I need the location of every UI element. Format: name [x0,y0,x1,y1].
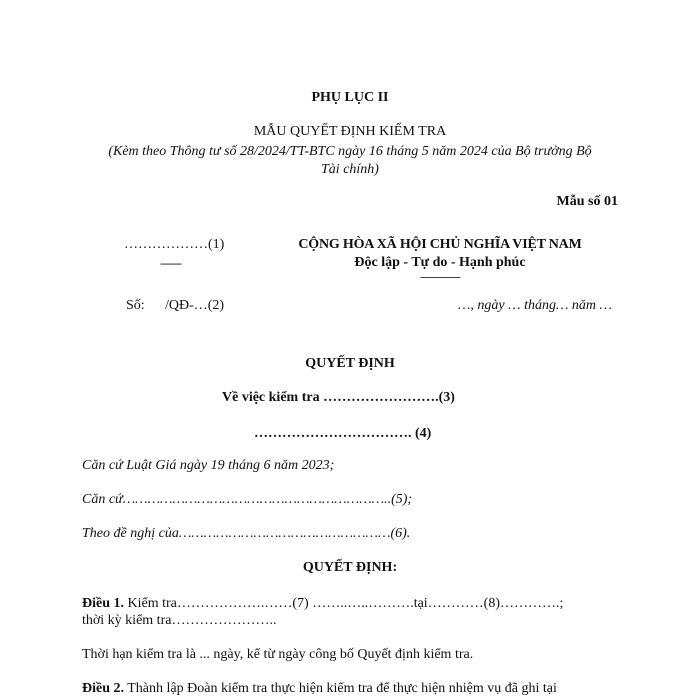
decision-subject [222,389,455,407]
basis-other: Căn cứ………………………………………………………..(5); [82,492,413,507]
decides-heading: QUYẾT ĐỊNH: [302,560,398,575]
appendix-title: PHỤ LỤC II [311,90,389,105]
attached-line-2: Tài chính) [321,162,379,177]
agency-placeholder: ………………(1) [124,237,225,252]
article-2-label: Điều 2. [82,681,124,696]
decision-number: /QĐ-…(2) [165,298,225,313]
decision-heading: QUYẾT ĐỊNH [305,356,395,371]
article-1-line-2: thời kỳ kiểm tra………………….. [82,613,277,628]
article-1 [82,595,563,613]
form-title: MẪU QUYẾT ĐỊNH KIỂM TRA [253,124,447,139]
republic-name: CỘNG HÒA XÃ HỘI CHỦ NGHĨA VIỆT NAM [298,237,582,252]
basis-law: Căn cứ Luật Giá ngày 19 tháng 6 năm 2023; [82,458,335,473]
motto-underline: --------------- [420,271,460,283]
attached-line-1: (Kèm theo Thông tư số 28/2024/TT-BTC ngày 16 tháng 5 năm 2024 của Bộ trưởng Bộ [108,144,592,159]
subject-ref: (3) [438,390,455,405]
article-2-text: Thành lập Đoàn kiểm tra thực hiện kiểm tra để thực hiện nhiệm vụ đã ghi tại [124,681,557,696]
subject-label: Về việc kiểm tra [222,390,324,405]
article-2 [82,680,557,698]
authority-line: ……………………………. (4) [254,426,432,441]
article-1-label: Điều 1. [82,596,124,611]
article-1-text: Kiểm tra……………….……(7) ……..…..……….tại…………(8)………….; [124,596,564,611]
inspection-duration: Thời hạn kiểm tra là ... ngày, kể từ ngày công bố Quyết định kiểm tra. [82,647,474,662]
basis-proposal: Theo đề nghị của……………………………………………(6). [82,526,411,541]
subject-dots: ……………………. [323,390,439,405]
agency-underline: ------- [160,256,181,270]
date-line: …, ngày … tháng… năm … [457,298,612,313]
number-label: Số: [126,298,145,313]
national-motto: Độc lập - Tự do - Hạnh phúc [354,255,526,270]
form-number: Mẫu số 01 [556,194,618,209]
